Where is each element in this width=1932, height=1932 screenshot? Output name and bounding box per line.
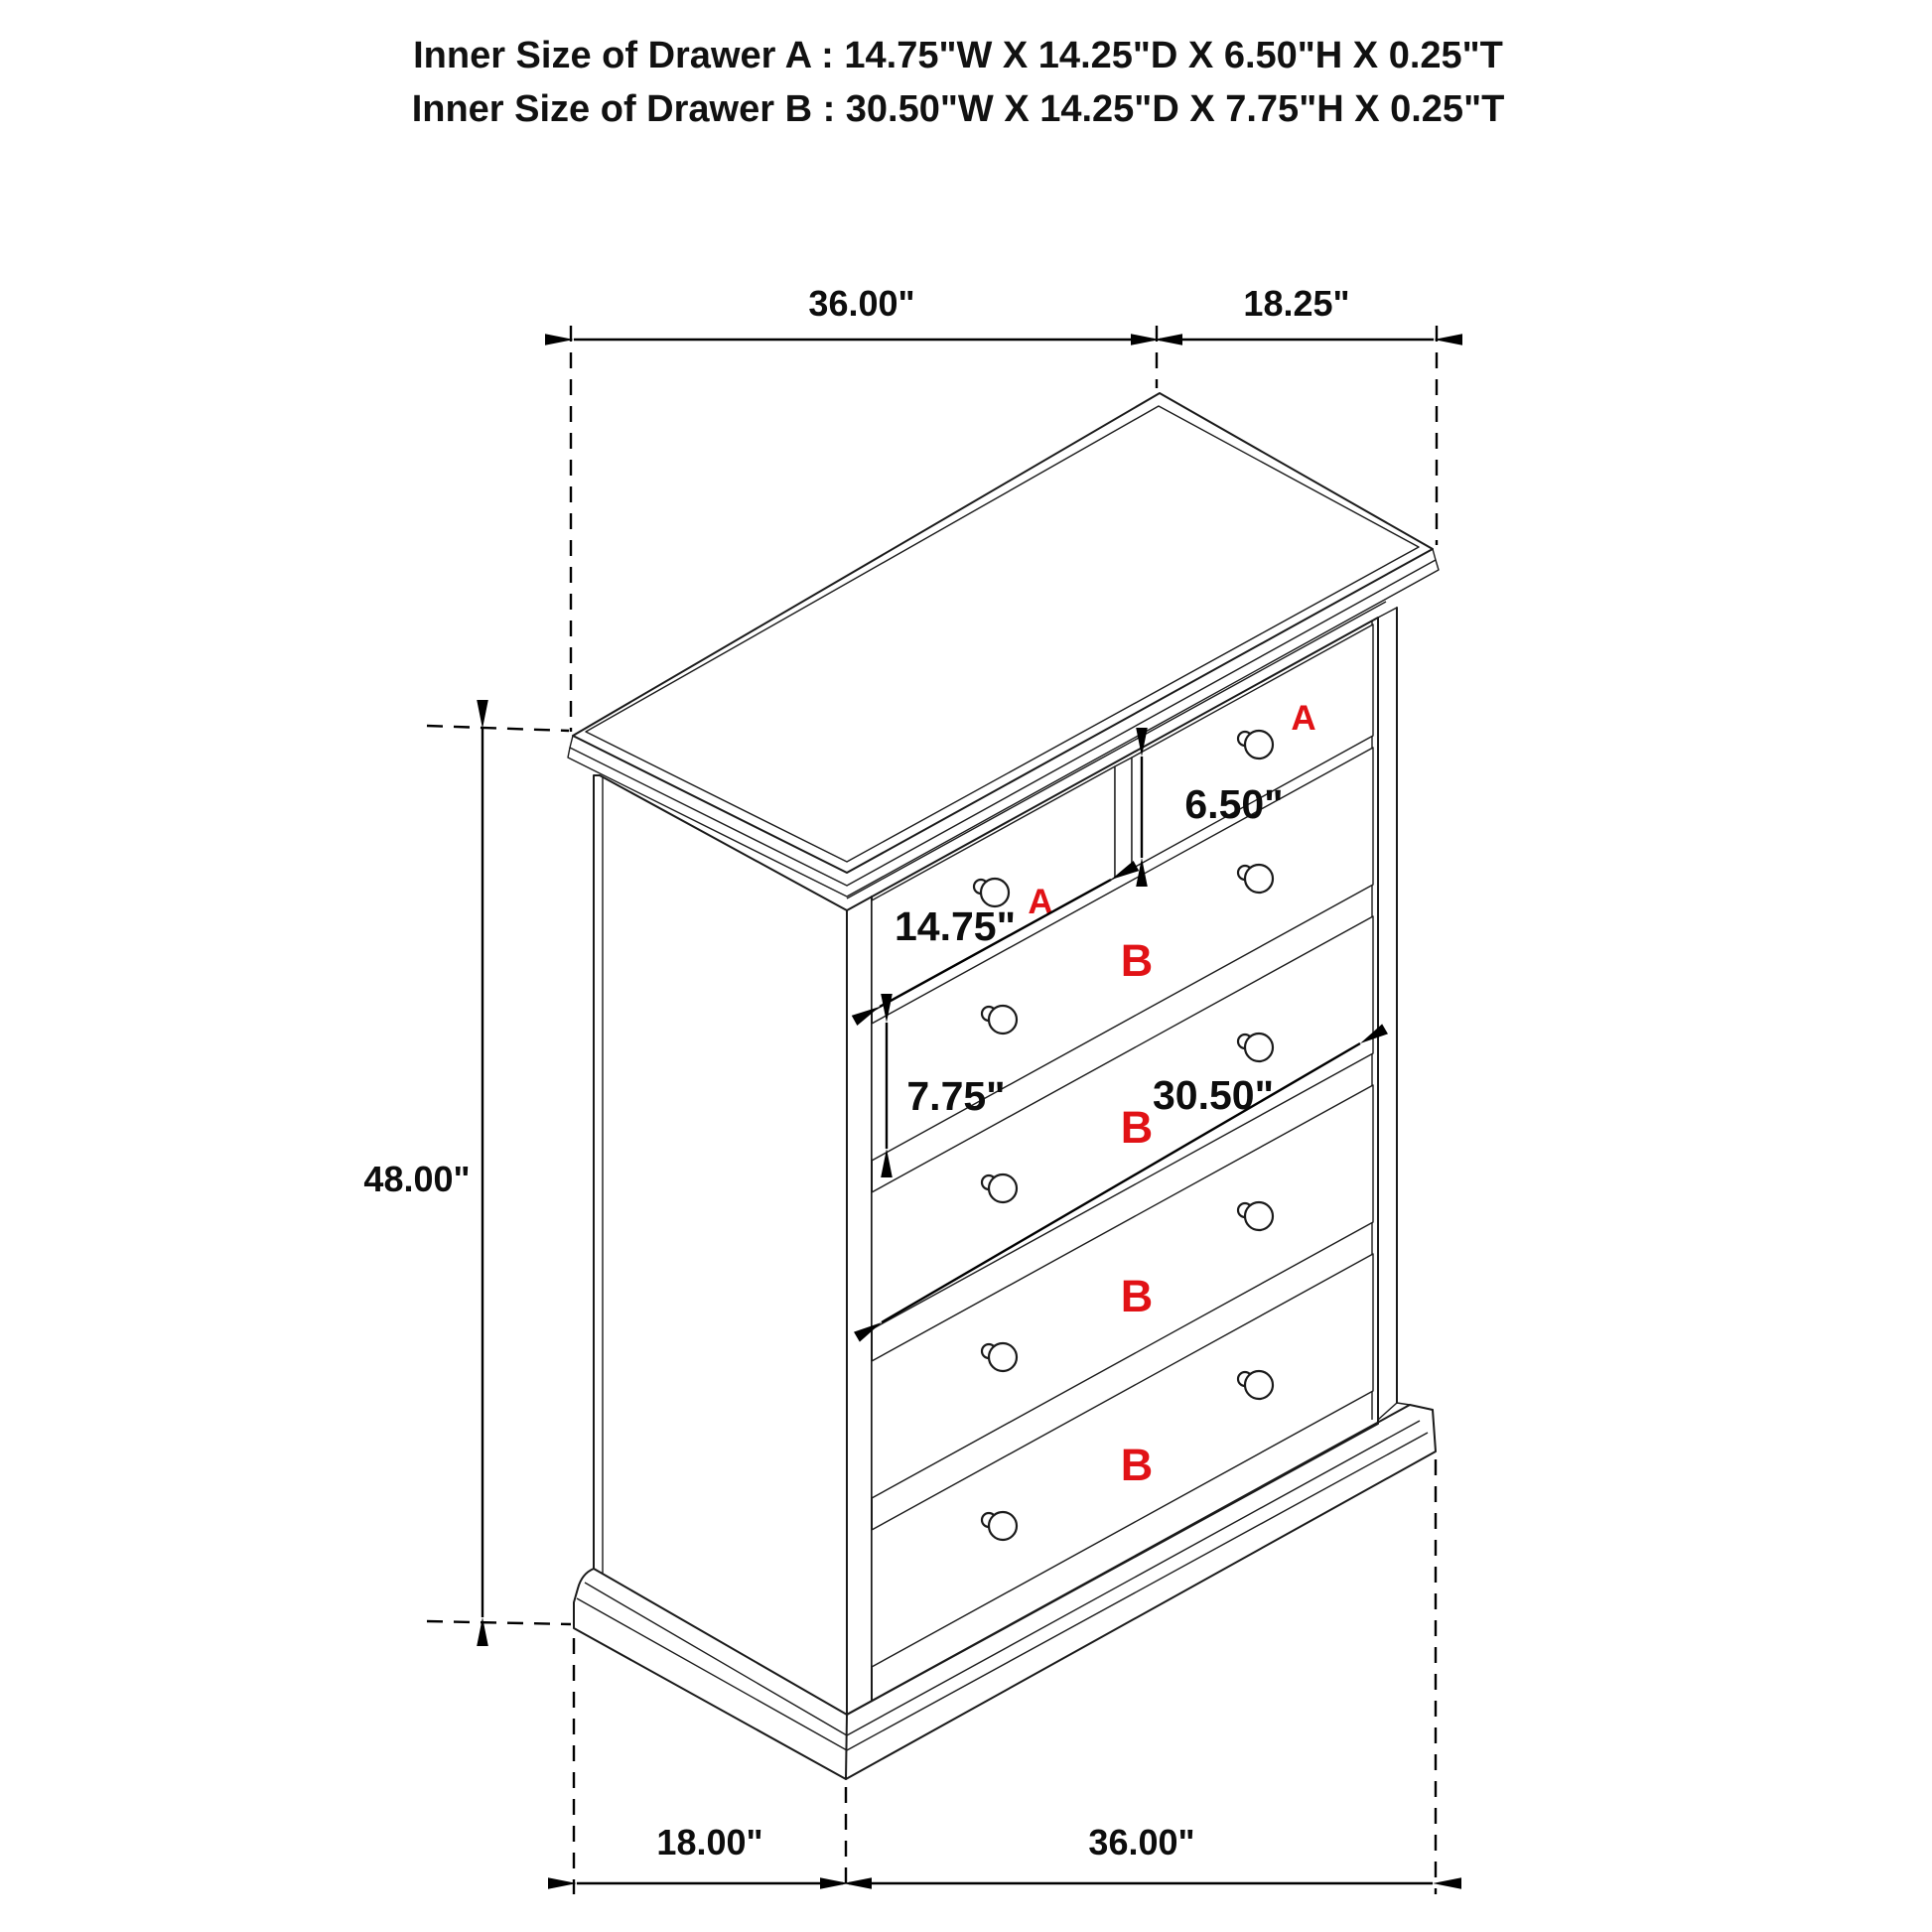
drawer-a-divider <box>1115 758 1132 878</box>
label-drawer-b2: B <box>1120 1102 1154 1153</box>
drawer-b-height-dimension-label: 7.75" <box>906 1073 1006 1119</box>
top-depth-dimension-label: 18.25" <box>1243 283 1350 324</box>
height-dimension-group <box>363 726 571 1624</box>
title-line-1: Inner Size of Drawer A : 14.75"W X 14.25"D X 6.50"H X 0.25"T <box>413 35 1503 76</box>
drawer-b1-knob-right <box>1245 865 1273 893</box>
drawer-a-width-dimension-label: 14.75" <box>894 903 1017 949</box>
drawer-b3-knob-left <box>989 1343 1017 1371</box>
drawer-b2-knob-right <box>1245 1034 1273 1061</box>
label-drawer-b3: B <box>1120 1271 1154 1321</box>
bottom-width-dimension-label: 36.00" <box>1088 1822 1195 1863</box>
title-block <box>412 35 1505 130</box>
drawer-b1-knob-left <box>989 1006 1017 1034</box>
extension-line-height-top <box>427 726 569 731</box>
drawer-b4-knob-right <box>1245 1371 1273 1399</box>
height-dimension-label: 48.00" <box>363 1159 471 1199</box>
title-line-2: Inner Size of Drawer B : 30.50"W X 14.25"D X 7.75"H X 0.25"T <box>411 88 1505 130</box>
drawer-b4-knob-left <box>989 1512 1017 1540</box>
drawer-a-height-dimension-label: 6.50" <box>1184 781 1284 827</box>
right-top-connector <box>1378 608 1397 618</box>
drawer-b2-knob-left <box>989 1174 1017 1202</box>
side-panel-face <box>594 775 847 1715</box>
drawer-a-left-knob <box>981 879 1009 906</box>
label-drawer-b1: B <box>1120 935 1154 986</box>
label-drawer-a-right: A <box>1291 699 1316 738</box>
label-drawer-b4: B <box>1120 1440 1154 1490</box>
bottom-depth-dimension-label: 18.00" <box>656 1822 763 1863</box>
base-right-step <box>1378 1403 1410 1420</box>
drawer-b3-knob-right <box>1245 1202 1273 1230</box>
left-side-panel <box>594 775 847 1715</box>
top-width-dimension-label: 36.00" <box>808 283 915 324</box>
drawer-b-width-dimension-label: 30.50" <box>1152 1072 1275 1118</box>
extension-line-height-bottom <box>427 1621 571 1624</box>
label-drawer-a-left: A <box>1028 883 1053 921</box>
drawer-a-right-knob <box>1245 731 1273 759</box>
